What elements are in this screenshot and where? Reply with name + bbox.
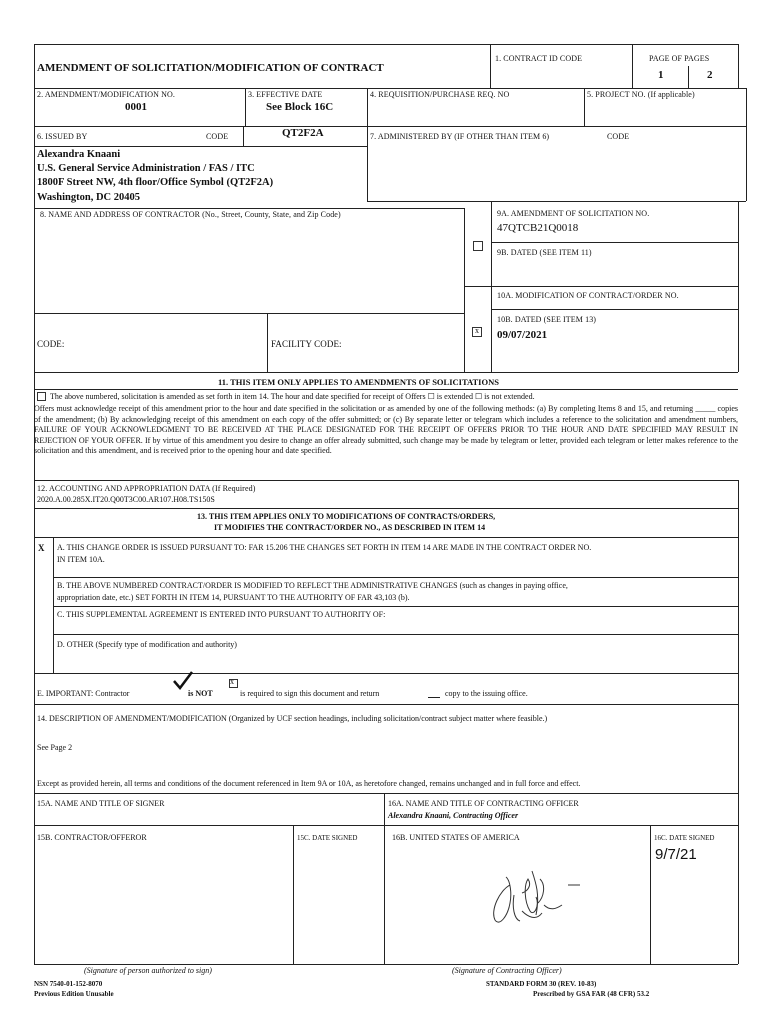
mod-contract-check-mark: x [475,326,479,335]
description-text: See Page 2 [37,743,73,752]
item13-a-line1: A. THIS CHANGE ORDER IS ISSUED PURSUANT TO: FAR 15.206 THE CHANGES SET FORTH IN ITEM 14 ARE MADE IN THE CONTRACT ORDER NO. [57,543,592,552]
facility-code-label: FACILITY CODE: [271,339,342,349]
usa-label: 16B. UNITED STATES OF AMERICA [392,833,520,842]
project-no-label-text: 5. PROJECT NO. (If applicable) [587,90,695,99]
issuer-line: 1800F Street NW, 4th floor/Office Symbol (QT2F2A) [37,177,274,188]
amend-mod-no-label: 2. AMENDMENT/MODIFICATION NO. [37,90,176,99]
previous-edition: Previous Edition Unusable [34,990,114,998]
officer-name-text: Alexandra Knaani, Contracting Officer [388,811,519,820]
important-end: copy to the issuing office. [445,689,528,698]
req-purchase-label: 4. REQUISITION/PURCHASE REQ. NO [370,90,510,99]
checkmark-icon [172,670,194,690]
issuer-line: U.S. General Service Administration / FAS / ITC [37,163,255,174]
mod-contract-no-label: 10A. MODIFICATION OF CONTRACT/ORDER NO. [497,291,679,300]
dated-10b-label: 10B. DATED (SEE ITEM 13) [497,315,597,324]
date-signed-16c: 9/7/21 [655,846,697,863]
project-no-label [587,90,695,100]
accounting-data: 2020.A.00.285X.IT20.Q00T3C00.AR107.H08.TS150S [37,495,215,504]
date-signed-15c-label: 15C. DATE SIGNED [297,834,358,842]
administered-code-label: CODE [607,132,630,141]
is-not-label: is NOT [188,689,213,698]
total-pages: 2 [707,69,713,81]
important-label: E. IMPORTANT: Contractor [37,689,130,698]
item13-a-mark: X [38,543,45,553]
effective-date-label: 3. EFFECTIVE DATE [248,90,323,99]
amend-solicitation-no: 47QTCB21Q0018 [497,222,579,234]
amend-solicitation-no-label: 9A. AMENDMENT OF SOLICITATION NO. [497,209,650,218]
issuer-line: Washington, DC 20405 [37,192,140,203]
issuer-line: Alexandra Knaani [37,149,121,160]
contractor-offeror-label: 15B. CONTRACTOR/OFFEROR [37,833,147,842]
date-signed-16c-label: 16C. DATE SIGNED [654,834,715,842]
item11-heading: 11. THIS ITEM ONLY APPLIES TO AMENDMENTS OF SOLICITATIONS [218,377,499,387]
nsn: NSN 7540-01-152-8070 [34,980,103,988]
code-bottom-label: CODE: [37,339,65,349]
item11-line1: The above numbered, solicitation is amended as set forth in item 14. The hour and date specified for receipt of Offers ☐ is extended ☐ is not extended. [50,392,535,401]
item13-c: C. THIS SUPPLEMENTAL AGREEMENT IS ENTERED INTO PURSUANT TO AUTHORITY OF: [57,610,386,619]
contractor-label: 8. NAME AND ADDRESS OF CONTRACTOR (No., Street, County, State, and Zip Code) [40,210,341,219]
except-text: Except as provided herein, all terms and conditions of the document referenced in Item 9A or 10A, as heretofore changed, remains unchanged and in full force and effect. [37,779,581,788]
dated-9b-label: 9B. DATED (SEE ITEM 11) [497,248,592,257]
form-title: AMENDMENT OF SOLICITATION/MODIFICATION OF CONTRACT [37,62,384,74]
prescribed-by: Prescribed by GSA FAR (48 CFR) 53.2 [533,990,650,998]
item13-heading-2: IT MODIFIES THE CONTRACT/ORDER NO., AS DESCRIBED IN ITEM 14 [214,523,486,532]
item11-checkbox[interactable] [37,392,46,401]
issued-code: QT2F2A [282,127,324,139]
standard-form: STANDARD FORM 30 (REV. 10-83) [486,980,597,988]
signer-label: 15A. NAME AND TITLE OF SIGNER [37,799,165,808]
issued-code-label: CODE [206,132,229,141]
sig-officer-caption-text: (Signature of Contracting Officer) [452,966,562,975]
description-label: 14. DESCRIPTION OF AMENDMENT/MODIFICATION (Organized by UCF section headings, including solicitation/contract subject matter where feasible.) [37,714,548,723]
issued-by-label: 6. ISSUED BY [37,132,88,141]
officer-signature [470,865,590,935]
copies-blank [428,697,440,698]
item13-b-line2: appropriation date, etc.) SET FORTH IN ITEM 14, PURSUANT TO THE AUTHORITY OF FAR 43,103 (b). [57,593,410,602]
effective-date: See Block 16C [266,101,334,113]
item13-d: D. OTHER (Specify type of modification and authority) [57,640,237,649]
page-number: 1 [658,69,664,81]
officer-label: 16A. NAME AND TITLE OF CONTRACTING OFFICER [388,799,579,808]
amend-mod-no: 0001 [125,101,147,113]
page-of-pages-label: PAGE OF PAGES [649,54,710,63]
contract-id-label: 1. CONTRACT ID CODE [495,54,583,63]
accounting-label: 12. ACCOUNTING AND APPROPRIATION DATA (If Required) [37,484,256,493]
item13-heading: 13. THIS ITEM APPLIES ONLY TO MODIFICATIONS OF CONTRACTS/ORDERS, [197,512,496,521]
sig-officer-caption [452,966,562,976]
is-not-check-mark: x [230,677,234,686]
sig-person-caption [84,966,212,976]
important-mid: is required to sign this document and return [240,689,380,698]
item13-a-line2: IN ITEM 10A. [57,555,105,564]
sig-person-caption-text: (Signature of person authorized to sign) [84,966,212,975]
item13-b-line1: B. THE ABOVE NUMBERED CONTRACT/ORDER IS MODIFIED TO REFLECT THE ADMINISTRATIVE CHANGES (such as changes in paying office, [57,581,568,590]
item11-paragraph: Offers must acknowledge receipt of this amendment prior to the hour and date specified in the solicitation or as amended by one of the following methods: (a) By completing Items 8 and 15, and returning _____ copies of the amendment; (b) By acknowledging receipt of this amendment on each copy of the offer submitted; or (c) By separate letter or telegram which includes a reference to the solicitation and amendment numbers, FAILURE OF YOUR ACKNOWLEDGMENT TO BE RECEIVED AT THE PLACE DESIGNATED FOR THE RECEIPT OF OFFERS PRIOR TO THE HOUR AND DATE SPECIFIED MAY RESULT IN REJECTION OF YOUR OFFER. If by virtue of this amendment you desire to change an offer already submitted, such change may be made by telegram or letter, provided each telegram or letter makes reference to the solicitation and this amendment, and is received prior to the opening hour and date specified. [34,404,738,456]
officer-name [388,811,518,821]
administered-by-label: 7. ADMINISTERED BY (IF OTHER THAN ITEM 6) [370,132,550,141]
dated-10b: 09/07/2021 [497,329,548,341]
amend-solicitation-checkbox[interactable] [473,241,483,251]
